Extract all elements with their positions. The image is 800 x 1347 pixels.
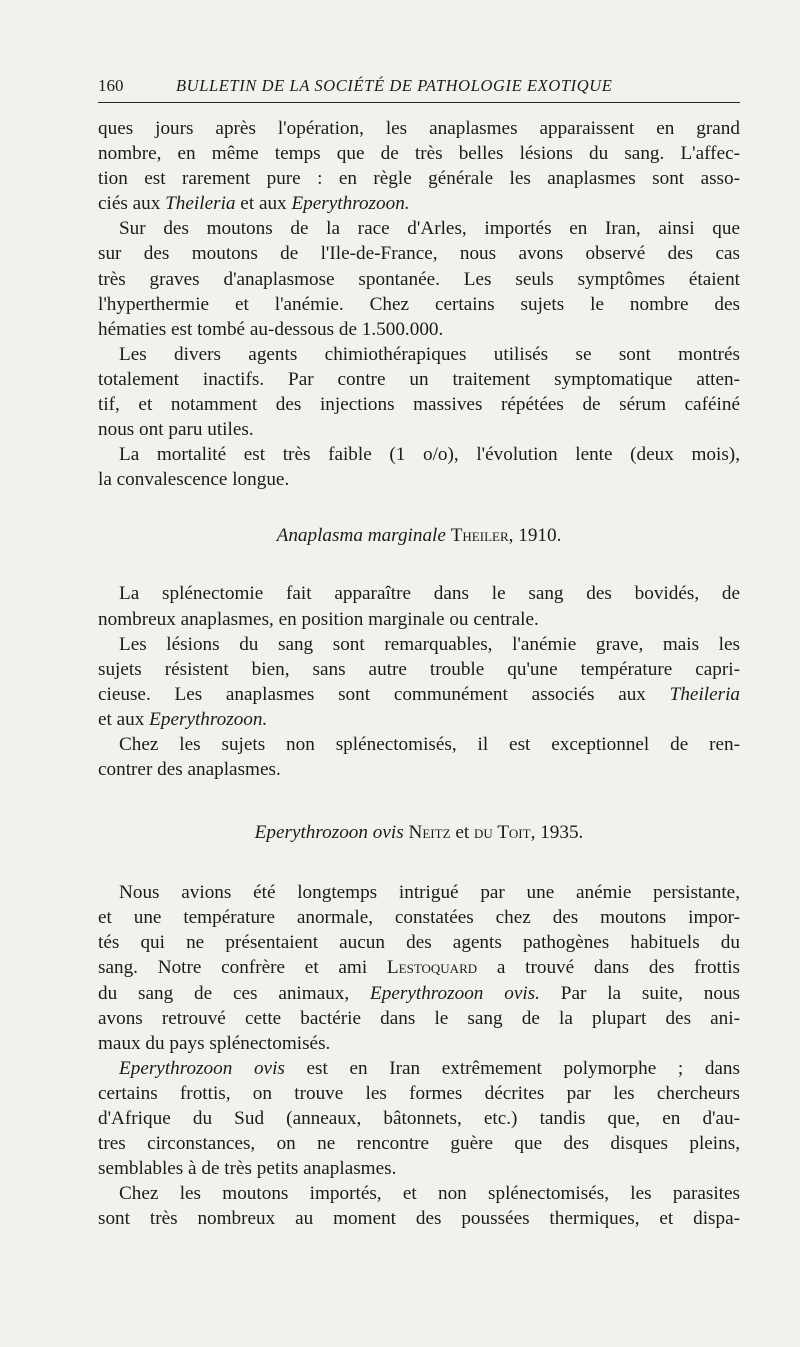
text-line: nombre, en même temps que de très belles lésions du sang. L'affec- [98,143,740,165]
paragraph [98,1181,740,1231]
text-line: Chez les sujets non splénectomisés, il est exceptionnel de ren- [119,733,740,755]
text-line: avons retrouvé cette bactérie dans le sang de la plupart des ani- [98,1007,740,1029]
text-line: Les divers agents chimiothérapiques utilisés se sont montrés [119,343,740,365]
text-line: nous ont paru utiles. [98,419,254,441]
text-line: d'Afrique du Sud (anneaux, bâtonnets, etc.) tandis que, en d'au- [98,1108,740,1129]
text-line: l'hyperthermie et l'anémie. Chez certains sujets le nombre des [98,293,740,315]
text-line: Sur des moutons de la race d'Arles, importés en Iran, ainsi que [119,218,740,240]
section-heading [98,523,740,548]
text-line: ciés aux Theileria et aux Eperythrozoon. [98,193,410,215]
taxon-name: Eperythrozoon ovis [119,1057,285,1079]
text-line: ques jours après l'opération, les anaplasmes apparaissent en grand [98,118,740,139]
text-line: maux du pays splénectomisés. [98,1032,331,1054]
paragraph [98,216,740,341]
heading-author: du Toit [473,822,531,844]
paragraph [98,342,740,442]
paragraph [98,632,740,732]
text-line: tés qui ne présentaient aucun des agents pathogènes habituels du [98,932,740,954]
text-line: et une température anormale, constatées chez des moutons impor- [98,907,740,929]
heading-author: Theiler [450,525,509,547]
text-line: La splénectomie fait apparaître dans le sang des bovidés, de [119,583,740,605]
article-body [98,116,740,1231]
page-header [98,72,740,103]
taxon-name: Eperythrozoon. [149,708,268,730]
text-line: cieuse. Les anaplasmes sont communément associés aux Theileria [98,683,741,705]
paragraph [98,880,740,1056]
paragraph [98,581,740,631]
text-line: tif, et notamment des injections massives répétées de sérum caféiné [98,394,740,416]
text-line: contrer des anaplasmes. [98,759,281,781]
paragraph [98,1056,740,1181]
text-line: sang. Notre confrère et ami Lestoquard a trouvé dans des frottis [98,957,740,979]
paragraph [98,116,740,216]
text-line: tion est rarement pure : en règle générale les anaplasmes sont asso- [98,168,740,190]
text-line: sont très nombreux au moment des poussées thermiques, et dispa- [98,1208,740,1230]
text-line: et aux Eperythrozoon. [98,708,268,730]
heading-author: Neitz [408,822,451,844]
heading-taxon: Anaplasma marginale [276,525,446,547]
text-line: certains frottis, on trouve les formes décrites par les chercheurs [98,1082,740,1104]
paragraph [98,732,740,782]
text-line: totalement inactifs. Par contre un traitement symptomatique atten- [98,368,740,390]
heading-year: , 1935. [530,822,584,844]
taxon-name: Eperythrozoon ovis. [370,982,540,1004]
text-line: sur des moutons de l'Ile-de-France, nous avons observé des cas [98,243,740,265]
author-name: Lestoquard [386,957,478,979]
text-line: sujets résistent bien, sans autre trouble qu'une température capri- [98,658,740,680]
paragraph [98,442,740,492]
heading-year: , 1910. [508,525,562,547]
taxon-name: Theileria [669,683,741,705]
text-line: Chez les moutons importés, et non splénectomisés, les parasites [119,1183,740,1205]
section-heading: Eperythrozoon ovis Neitz et du Toit, 1935. [254,822,584,844]
text-line: très graves d'anaplasmose spontanée. Les seuls symptômes étaient [98,268,740,290]
heading-taxon: Eperythrozoon ovis [254,822,404,844]
text-line: hématies est tombé au-dessous de 1.500.000. [98,318,444,340]
taxon-name: Eperythrozoon. [291,193,410,215]
page-number: 160 [98,76,124,95]
text-line: La mortalité est très faible (1 o/o), l'évolution lente (deux mois), [119,444,740,466]
text-line: Les lésions du sang sont remarquables, l'anémie grave, mais les [119,633,740,655]
text-line: nombreux anaplasmes, en position marginale ou centrale. [98,608,539,630]
taxon-name: Theileria [165,193,236,215]
text-line: semblables à de très petits anaplasmes. [98,1158,397,1180]
text-line: tres circonstances, on ne rencontre guère que des disques pleins, [98,1133,740,1155]
text-line: Nous avions été longtemps intrigué par une anémie persistante, [119,882,740,904]
text-line: la convalescence longue. [98,469,290,491]
text-line: du sang de ces animaux, Eperythrozoon ovis. Par la suite, nous [98,982,741,1004]
running-title: BULLETIN DE LA SOCIÉTÉ DE PATHOLOGIE EXOTIQUE [176,76,613,95]
text-line: Eperythrozoon ovis est en Iran extrêmement polymorphe ; dans [119,1057,740,1079]
